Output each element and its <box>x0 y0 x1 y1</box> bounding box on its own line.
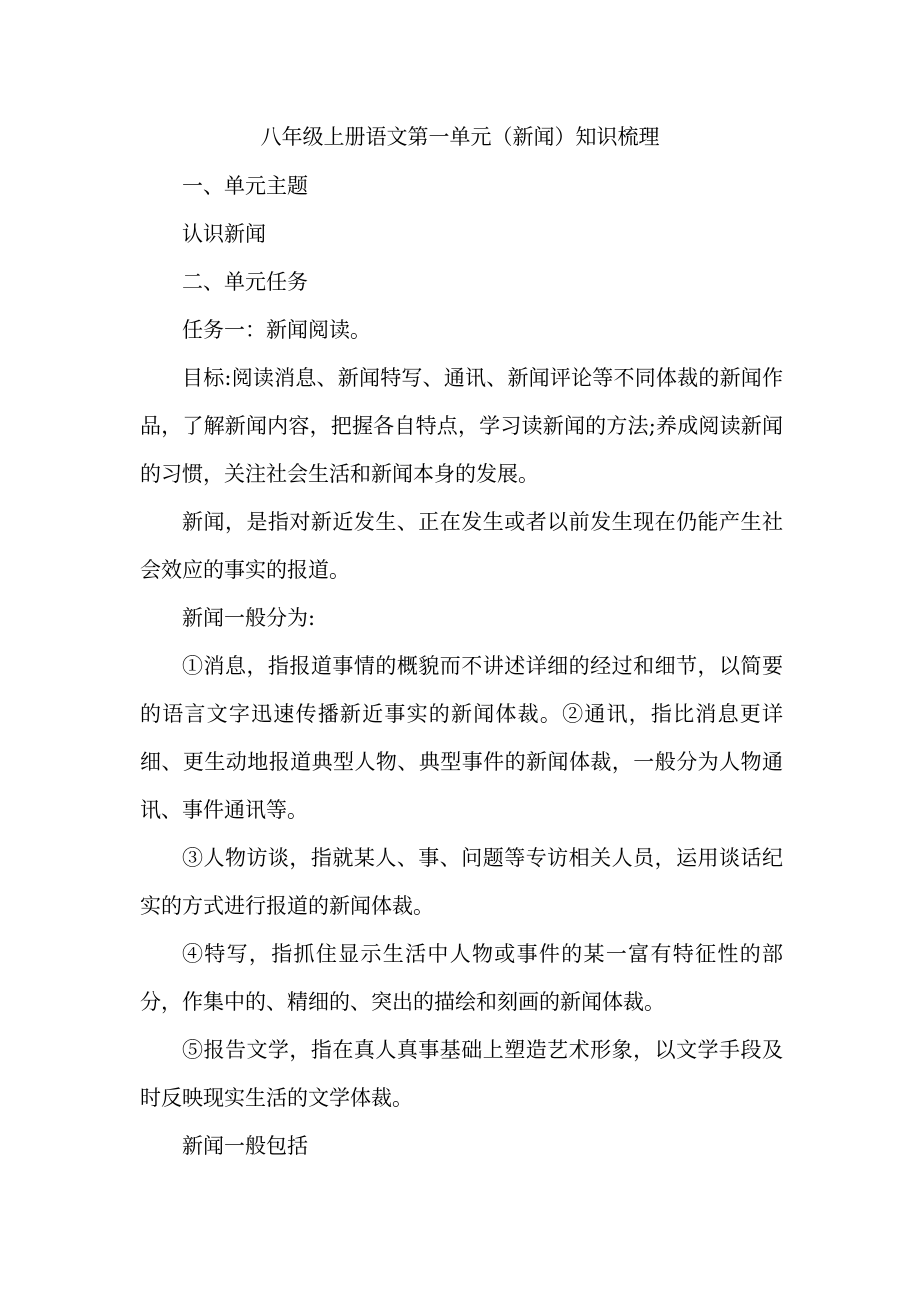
paragraph-task-goal: 目标:阅读消息、新闻特写、通讯、新闻评论等不同体裁的新闻作品，了解新闻内容，把握各自特点，学习读新闻的方法;养成阅读新闻的习惯，关注社会生活和新闻本身的发展。 <box>140 366 783 486</box>
paragraph-news-type-3: ③人物访谈，指就某人、事、问题等专访相关人员，运用谈话纪实的方式进行报道的新闻体裁。 <box>140 846 783 918</box>
paragraph-news-includes: 新闻一般包括 <box>182 1134 308 1158</box>
document-title: 八年级上册语文第一单元（新闻）知识梳理 <box>260 125 660 149</box>
paragraph-task-one: 任务一：新闻阅读。 <box>182 318 371 342</box>
paragraph-news-definition: 新闻，是指对新近发生、正在发生或者以前发生现在仍能产生社会效应的事实的报道。 <box>140 510 783 582</box>
paragraph-news-categories-intro: 新闻一般分为: <box>182 606 316 630</box>
paragraph-news-type-4: ④特写，指抓住显示生活中人物或事件的某一富有特征性的部分，作集中的、精细的、突出的描绘和刻画的新闻体裁。 <box>140 942 783 1014</box>
paragraph-news-type-5: ⑤报告文学，指在真人真事基础上塑造艺术形象，以文学手段及时反映现实生活的文学体裁。 <box>140 1038 783 1110</box>
heading-unit-tasks: 二、单元任务 <box>182 270 308 294</box>
paragraph-news-types-1-2: ①消息，指报道事情的概貌而不讲述详细的经过和细节，以简要的语言文字迅速传播新近事实的新闻体裁。②通讯，指比消息更详细、更生动地报道典型人物、典型事件的新闻体裁，一般分为人物通讯、事件通讯等。 <box>140 654 783 822</box>
heading-unit-theme: 一、单元主题 <box>182 174 308 198</box>
paragraph-unit-theme-content: 认识新闻 <box>182 222 266 246</box>
